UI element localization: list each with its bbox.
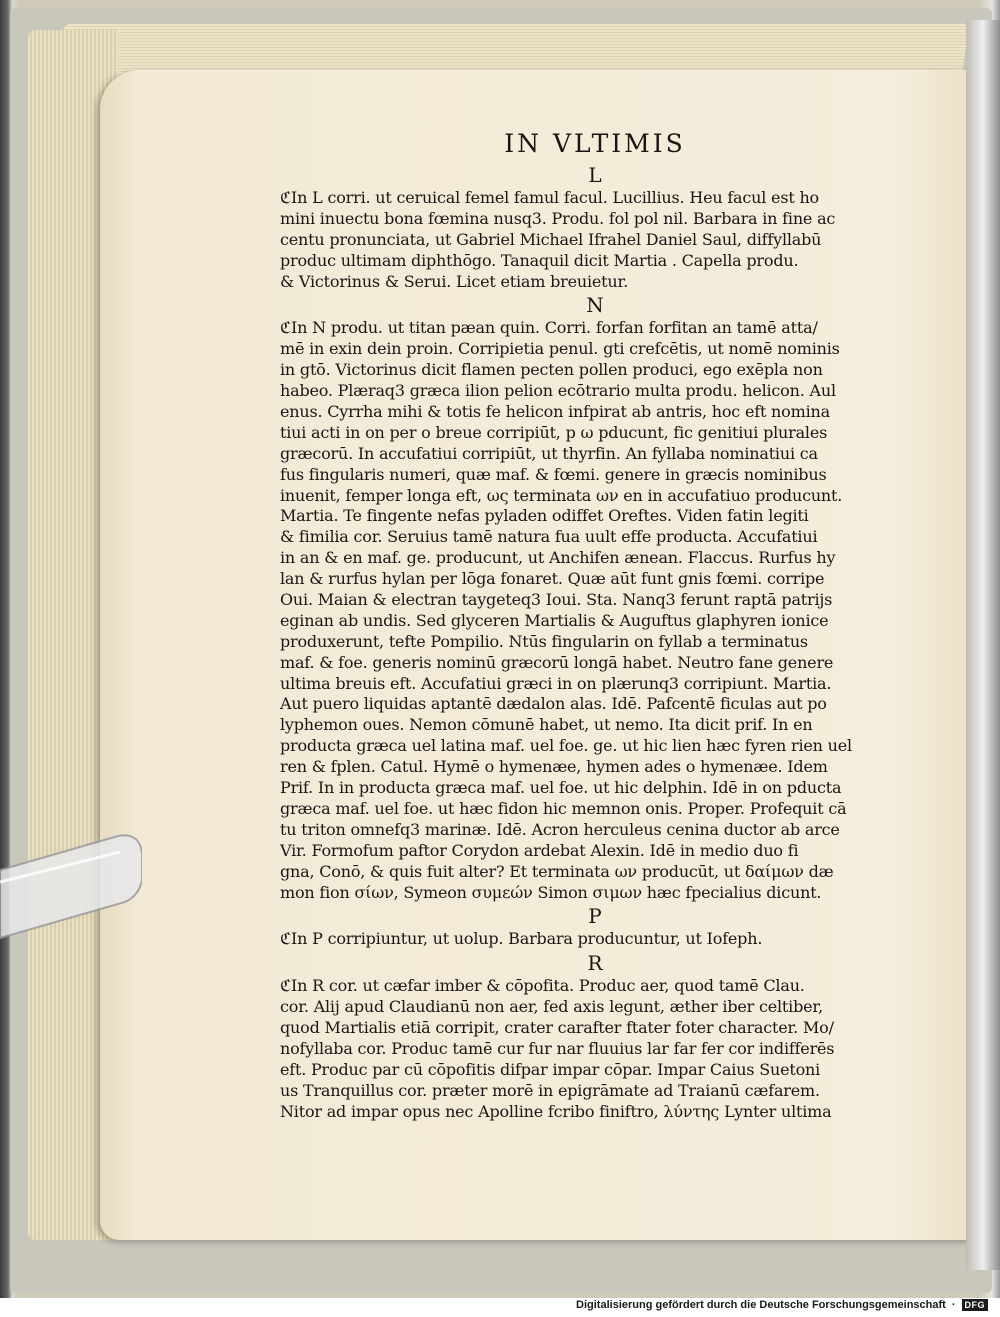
text-line: fus fingularis numeri, quæ maf. & fœmi. genere in græcis nominibus [280, 464, 827, 484]
text-line: ℭIn N produ. ut titan pæan quin. Corri. forfan forfitan an tamē atta/ [280, 318, 818, 338]
text-line: eginan ab undis. Sed glyceren Martialis & Auguftus glaphyren ionice [280, 610, 829, 630]
text-line: græca maf. uel foe. ut hæc fidon hic memnon onis. Proper. Profequit cā [280, 798, 847, 818]
section-r-paragraph [280, 976, 910, 1122]
text-line: Aut puero liquidas aptantē dædalon alas. Idē. Pafcentē ficulas aut po [280, 694, 827, 714]
text-line: & fimilia cor. Seruius tamē natura fua uult effe producta. Accufatiui [280, 527, 818, 547]
footer-credit-text: Digitalisierung gefördert durch die Deutsche Forschungsgemeinschaft [576, 1299, 946, 1311]
section-letter-n: N [586, 293, 604, 318]
section-p-paragraph [280, 929, 910, 950]
text-line: mini inuectu bona fœmina nusq3. Produ. fol pol nil. Barbara in fine ac [280, 208, 836, 228]
text-line: Nitor ad impar opus nec Apolline fcribo finiftro, λύντης Lynter ultima [280, 1101, 832, 1121]
text-line: Martia. Te fingente nefas pyladen odiffet Oreftes. Viden fatin legiti [280, 506, 809, 526]
footer-separator: · [951, 1299, 956, 1311]
text-line: lan & rurfus hylan per lōga fonaret. Quæ aūt funt gnis fœmi. corripe [280, 569, 825, 589]
text-line: tu triton omnefq3 marinæ. Idē. Acron herculeus cenina ductor ab arce [280, 819, 840, 839]
text-line: gna, Conō, & quis fuit alter? Et terminata ων producūt, ut δαίμων dæ [280, 861, 834, 881]
text-line: maf. & foe. generis nominū græcorū longā habet. Neutro fane genere [280, 652, 834, 672]
text-line: ren & fplen. Catul. Hymē o hymenæe, hymen ades o hymenæe. Idem [280, 757, 828, 777]
text-line: cor. Alij apud Claudianū non aer, fed axis legunt, æther iber celtiber, [280, 997, 823, 1017]
text-line: mon fion σίων, Symeon συμεών Simon σιμων hæc fpecialius dicunt. [280, 882, 822, 902]
text-line: græcorū. In accufatiui corripiūt, ut thyrfin. An fyllaba nominatiui ca [280, 443, 818, 463]
text-line: enus. Cyrrha mihi & totis fe helicon infpirat ab antris, hoc eft nomina [280, 402, 830, 422]
digitization-footer [576, 1297, 988, 1313]
text-line: lyphemon oues. Nemon cōmunē habet, ut nemo. Ita dicit prif. In en [280, 715, 813, 735]
text-line: centu pronunciata, ut Gabriel Michael Ifrahel Daniel Saul, diffyllabū [280, 229, 822, 249]
text-line: & Victorinus & Serui. Licet etiam breuietur. [280, 271, 629, 291]
text-line: tiui acti in on per o breue corripiūt, p ω pducunt, fic genitiui plurales [280, 422, 828, 442]
text-line: quod Martialis etiā corripit, crater carafter ftater foter character. Mo/ [280, 1018, 834, 1038]
text-line: ultima breuis eft. Accufatiui græci in on plærunq3 corripiunt. Martia. [280, 673, 832, 693]
section-letter-p: P [588, 904, 602, 929]
text-line: ℭIn L corri. ut ceruical femel famul facul. Lucillius. Heu facul est ho [280, 188, 819, 207]
text-line: mē in exin dein proin. Corripietia penul. gti crefcētis, ut nomē nominis [280, 339, 840, 359]
page-heading: IN VLTIMIS [504, 129, 686, 158]
section-n-paragraph [280, 318, 910, 903]
text-line: producta græca uel latina maf. uel foe. ge. ut hic lien hæc fyren rien uel [280, 736, 852, 756]
text-line: produxerunt, tefte Pompilio. Ntūs fingularin on fyllab a terminatus [280, 631, 808, 651]
section-letter-r: R [587, 951, 603, 976]
section-letter-l: L [588, 163, 602, 187]
page-text-block [280, 128, 910, 1123]
text-line: us Tranquillus cor. præter morē in epigrāmate ad Traianū cæfarem. [280, 1080, 820, 1100]
text-line: habeo. Plæraq3 græca ilion pelion ecōtrario multa produ. helicon. Aul [280, 381, 836, 401]
text-line: Oui. Maian & electran taygeteq3 Ioui. Sta. Nanq3 ferunt raptā patrijs [280, 590, 833, 610]
text-line: produc ultimam diphthōgo. Tanaquil dicit Martia . Capella produ. [280, 250, 799, 270]
text-line: ℭIn P corripiuntur, ut uolup. Barbara producuntur, ut Iofeph. [280, 929, 763, 949]
text-line: nofyllaba cor. Produc tamē cur fur nar fluuius lar far fer cor indifferēs [280, 1038, 835, 1058]
text-line: Prif. In in producta græca maf. uel foe. ut hic delphin. Idē in on pducta [280, 778, 842, 798]
text-line: in an & en maf. ge. producunt, ut Anchifen ænean. Flaccus. Rurfus hy [280, 548, 836, 568]
text-line: inuenit, femper longa eft, ως terminata ων en in accufatiuo producunt. [280, 485, 843, 505]
book-binding-edge [966, 20, 1000, 1270]
dfg-logo: DFG [962, 1299, 989, 1311]
page-clamp-image [0, 830, 142, 942]
text-line: Vir. Formofum paftor Corydon ardebat Alexin. Idē in medio duo fi [280, 840, 799, 860]
section-l-paragraph [280, 188, 910, 292]
text-line: eft. Produc par cū cōpofitis difpar impar cōpar. Impar Caius Suetoni [280, 1059, 821, 1079]
text-line: in gtō. Victorinus dicit flamen pecten pollen produci, ego exēpla non [280, 360, 823, 380]
text-line: ℭIn R cor. ut cæfar imber & cōpofita. Produc aer, quod tamē Clau. [280, 976, 805, 996]
